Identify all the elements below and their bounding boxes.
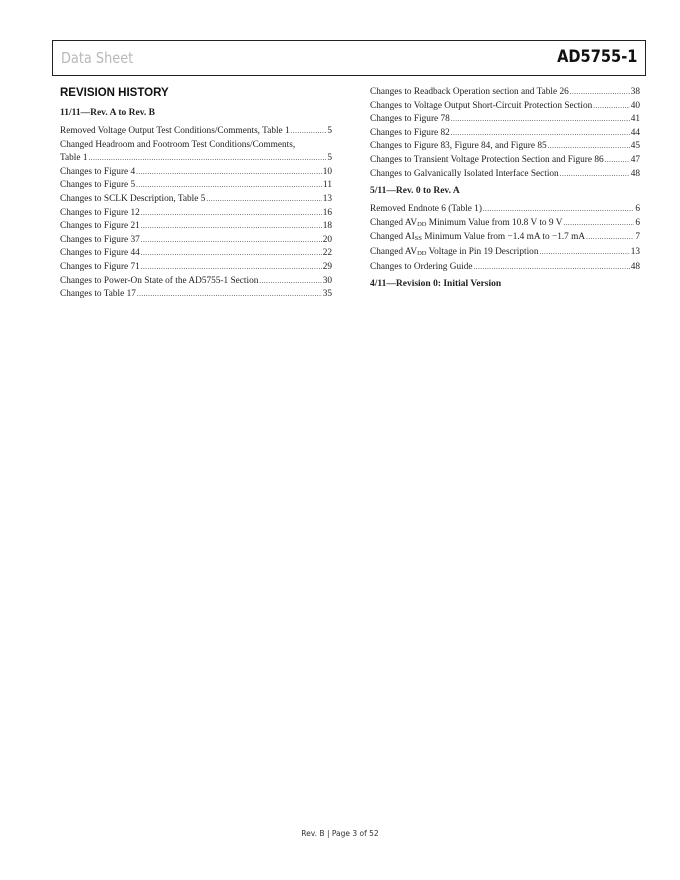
toc-entry: Removed Voltage Output Test Conditions/Comments, Table 1 ..... 5 — [60, 125, 332, 139]
toc-entry: Changes to Figure 83, Figure 84, and Figure 85 ..... 45 — [370, 140, 640, 154]
toc-entry: Changes to SCLK Description, Table 5 ..... 13 — [60, 193, 332, 207]
toc-entry: Changes to Voltage Output Short-Circuit Protection Section ..... 40 — [370, 100, 640, 114]
toc-entry: Changes to Figure 12 ..... 16 — [60, 207, 332, 221]
toc-entry: Changed AVDD Voltage in Pin 19 Description ..... 13 — [370, 246, 640, 261]
toc-entry: Changes to Figure 4 ..... 10 — [60, 166, 332, 180]
left-column — [60, 86, 332, 302]
toc-entry: Changed Headroom and Footroom Test Conditions/Comments, Table 1 ..... 5 — [60, 139, 332, 166]
toc-entry: Removed Endnote 6 (Table 1) ..... 6 — [370, 203, 640, 217]
page-header — [52, 40, 646, 76]
toc-entry: Changes to Readback Operation section and Table 26 ..... 38 — [370, 86, 640, 100]
rev-heading-a: 5/11—Rev. 0 to Rev. A — [370, 186, 460, 197]
section-title: REVISION HISTORY — [60, 87, 169, 99]
toc-entry: Changes to Figure 37 ..... 20 — [60, 234, 332, 248]
toc-entry: Changes to Galvanically Isolated Interface Section ..... 48 — [370, 168, 640, 182]
toc-entry: Changes to Power-On State of the AD5755-1 Section ..... 30 — [60, 275, 332, 289]
toc-entry: Changes to Figure 78 ..... 41 — [370, 113, 640, 127]
header-doc-type: Data Sheet — [61, 49, 134, 67]
toc-entry: Changes to Figure 44 ..... 22 — [60, 247, 332, 261]
toc-entry: Changes to Transient Voltage Protection Section and Figure 86 ..... 47 — [370, 154, 640, 168]
toc-entry: Changed AVDD Minimum Value from 10.8 V to 9 V ..... 6 — [370, 217, 640, 232]
toc-entry: Changes to Figure 5 ..... 11 — [60, 179, 332, 193]
rev-heading-0: 4/11—Revision 0: Initial Version — [370, 279, 502, 290]
toc-entry: Changes to Figure 82 ..... 44 — [370, 127, 640, 141]
toc-entry: Changed AISS Minimum Value from −1.4 mA to −1.7 mA ..... 7 — [370, 231, 640, 246]
toc-entry: Changes to Ordering Guide ..... 48 — [370, 261, 640, 275]
header-part-number: AD5755-1 — [556, 47, 637, 67]
right-column — [370, 86, 640, 296]
toc-entry: Changes to Figure 21 ..... 18 — [60, 220, 332, 234]
page-footer: Rev. B | Page 3 of 52 — [301, 829, 379, 838]
toc-entry: Changes to Table 17 ..... 35 — [60, 288, 332, 302]
rev-heading-b: 11/11—Rev. A to Rev. B — [60, 108, 156, 118]
toc-entry: Changes to Figure 71 ..... 29 — [60, 261, 332, 275]
